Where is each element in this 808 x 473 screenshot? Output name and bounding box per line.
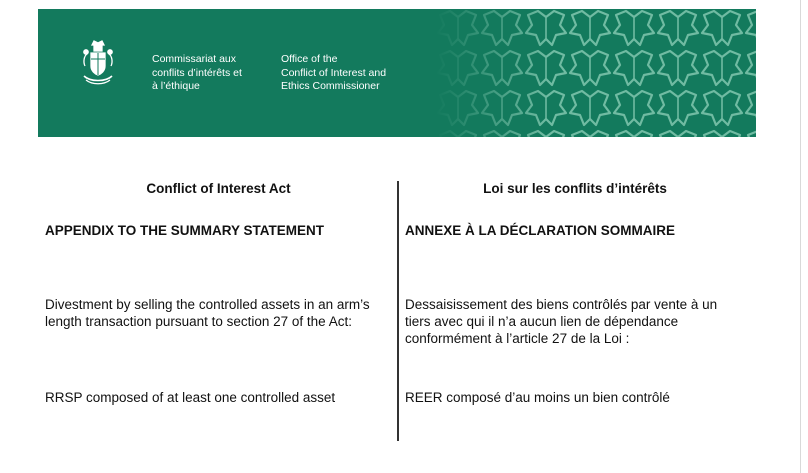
french-column (405, 180, 745, 405)
office-name-english (281, 53, 386, 94)
appendix-title-english: APPENDIX TO THE SUMMARY STATEMENT (45, 223, 325, 238)
office-name-line: Ethics Commissioner (281, 80, 380, 92)
act-title-english: Conflict of Interest Act (146, 181, 291, 196)
appendix-title-french: ANNEXE À LA DÉCLARATION SOMMAIRE (405, 223, 675, 238)
office-name-line: Conflict of Interest and (281, 66, 387, 79)
asset-item-english: RRSP composed of at least one controlled asset (45, 390, 336, 405)
maple-leaf-pattern-icon (436, 9, 756, 137)
office-name-french (152, 53, 242, 94)
office-name-line: Commissariat aux (152, 53, 237, 65)
canada-coat-of-arms-icon (80, 38, 116, 86)
english-column (45, 180, 390, 405)
asset-item-french: REER composé d’au moins un bien contrôlé (405, 390, 670, 405)
act-title-french: Loi sur les conflits d’intérêts (483, 181, 667, 196)
divestment-text-french: Dessaisissement des biens contrôlés par vente à un tiers avec qui il n’a aucun lien de dépendance conformément à l’article 27 de la Loi : (405, 297, 718, 346)
column-divider (397, 181, 399, 441)
office-name-line: à l’éthique (152, 80, 200, 92)
page-edge-line (800, 0, 801, 473)
office-name-line: Office of the (281, 53, 338, 65)
office-name-line: conflits d’intérêts et (152, 66, 242, 79)
office-banner (38, 9, 756, 137)
divestment-text-english: Divestment by selling the controlled assets in an arm’s length transaction pursuant to section 27 of the Act: (45, 297, 370, 329)
